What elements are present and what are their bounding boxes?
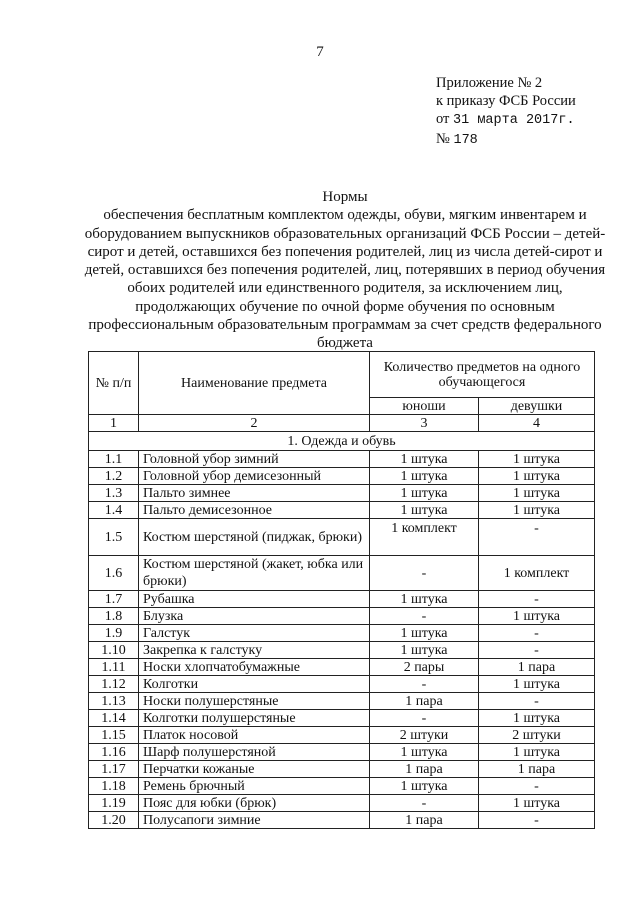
column-number: 3: [370, 415, 479, 432]
item-name: Костюм шерстяной (жакет, юбка или брюки): [139, 556, 370, 591]
item-name: Платок носовой: [139, 727, 370, 744]
row-number: 1.14: [89, 710, 139, 727]
girls-quantity: 2 штуки: [479, 727, 595, 744]
item-name: Галстук: [139, 625, 370, 642]
row-number: 1.20: [89, 812, 139, 829]
row-number: 1.7: [89, 591, 139, 608]
title-body: обеспечения бесплатным комплектом одежды, обуви, мягким инвентарем и оборудованием выпускников образовательных организаций ФСБ России – детей-сирот и детей, оставшихся без попечения родителей, лиц из числа детей-сирот и детей, оставшихся без попечения родителей, лиц, потерявших в период обучения обоих родителей или единственного родителя, за исключением лиц, продолжающих обучение по очной форме обучения по основным профессиональным образовательным программам за счет средств федерального бюджета: [84, 207, 606, 352]
table-row: [89, 485, 595, 502]
table-row: [89, 591, 595, 608]
appendix-title: Приложение № 2: [436, 75, 543, 91]
boys-quantity: 1 штука: [370, 778, 479, 795]
boys-quantity: 1 пара: [370, 761, 479, 778]
item-name: Костюм шерстяной (пиджак, брюки): [139, 519, 370, 556]
girls-quantity: -: [479, 519, 595, 556]
row-number: 1.2: [89, 468, 139, 485]
table-row: [89, 778, 595, 795]
table-row: [89, 710, 595, 727]
girls-quantity: -: [479, 778, 595, 795]
item-name: Блузка: [139, 608, 370, 625]
header-qty: Количество предметов на одного обучающегося: [370, 352, 595, 398]
row-number: 1.17: [89, 761, 139, 778]
item-name: Головной убор демисезонный: [139, 468, 370, 485]
girls-quantity: -: [479, 642, 595, 659]
boys-quantity: 1 штука: [370, 625, 479, 642]
item-name: Колготки полушерстяные: [139, 710, 370, 727]
girls-quantity: 1 комплект: [479, 556, 595, 591]
girls-quantity: -: [479, 625, 595, 642]
appendix-order: к приказу ФСБ России: [436, 93, 576, 109]
header-num: № п/п: [89, 352, 139, 415]
row-number: 1.15: [89, 727, 139, 744]
row-number: 1.19: [89, 795, 139, 812]
item-name: Носки хлопчатобумажные: [139, 659, 370, 676]
appendix-block: [436, 74, 576, 150]
table-row: [89, 744, 595, 761]
boys-quantity: 1 пара: [370, 812, 479, 829]
boys-quantity: 1 штука: [370, 642, 479, 659]
page-number: 7: [316, 44, 324, 60]
girls-quantity: -: [479, 693, 595, 710]
table-row: [89, 468, 595, 485]
boys-quantity: -: [370, 676, 479, 693]
item-name: Рубашка: [139, 591, 370, 608]
header-name: Наименование предмета: [139, 352, 370, 415]
girls-quantity: 1 штука: [479, 451, 595, 468]
girls-quantity: 1 штука: [479, 710, 595, 727]
row-number: 1.13: [89, 693, 139, 710]
girls-quantity: 1 штука: [479, 676, 595, 693]
item-name: Закрепка к галстуку: [139, 642, 370, 659]
table-row: [89, 556, 595, 591]
column-number: 4: [479, 415, 595, 432]
boys-quantity: 1 штука: [370, 451, 479, 468]
boys-quantity: 2 штуки: [370, 727, 479, 744]
item-name: Ремень брючный: [139, 778, 370, 795]
item-name: Шарф полушерстяной: [139, 744, 370, 761]
column-number-row: [89, 415, 595, 432]
row-number: 1.5: [89, 519, 139, 556]
appendix-date-line: [436, 110, 576, 130]
boys-quantity: -: [370, 710, 479, 727]
boys-quantity: 2 пары: [370, 659, 479, 676]
girls-quantity: 1 штука: [479, 608, 595, 625]
column-number: 2: [139, 415, 370, 432]
item-name: Пояс для юбки (брюк): [139, 795, 370, 812]
document-title: [80, 188, 610, 353]
table-row: [89, 519, 595, 556]
table-header-row: [89, 352, 595, 398]
item-name: Полусапоги зимние: [139, 812, 370, 829]
girls-quantity: 1 штука: [479, 468, 595, 485]
table-row: [89, 761, 595, 778]
header-girls: девушки: [479, 398, 595, 415]
girls-quantity: 1 штука: [479, 485, 595, 502]
boys-quantity: 1 пара: [370, 693, 479, 710]
table-row: [89, 727, 595, 744]
row-number: 1.3: [89, 485, 139, 502]
appendix-date-prefix: от: [436, 111, 450, 127]
section-title: 1. Одежда и обувь: [89, 432, 595, 451]
table-row: [89, 625, 595, 642]
boys-quantity: -: [370, 795, 479, 812]
table-row: [89, 693, 595, 710]
appendix-number-line: [436, 130, 576, 150]
boys-quantity: -: [370, 608, 479, 625]
appendix-date: 31 марта 2017г.: [453, 113, 575, 128]
boys-quantity: 1 штука: [370, 485, 479, 502]
table-row: [89, 676, 595, 693]
table-row: [89, 812, 595, 829]
row-number: 1.1: [89, 451, 139, 468]
item-name: Пальто зимнее: [139, 485, 370, 502]
girls-quantity: 1 штука: [479, 502, 595, 519]
boys-quantity: 1 штука: [370, 744, 479, 761]
column-number: 1: [89, 415, 139, 432]
boys-quantity: 1 штука: [370, 502, 479, 519]
appendix-number-prefix: №: [436, 131, 450, 147]
boys-quantity: 1 штука: [370, 591, 479, 608]
row-number: 1.10: [89, 642, 139, 659]
boys-quantity: 1 комплект: [370, 519, 479, 556]
row-number: 1.4: [89, 502, 139, 519]
item-name: Перчатки кожаные: [139, 761, 370, 778]
table-row: [89, 608, 595, 625]
row-number: 1.11: [89, 659, 139, 676]
row-number: 1.12: [89, 676, 139, 693]
section-row: [89, 432, 595, 451]
row-number: 1.18: [89, 778, 139, 795]
norms-table: [88, 351, 595, 829]
row-number: 1.9: [89, 625, 139, 642]
girls-quantity: 1 пара: [479, 761, 595, 778]
table-row: [89, 502, 595, 519]
table-row: [89, 795, 595, 812]
table-row: [89, 659, 595, 676]
item-name: Головной убор зимний: [139, 451, 370, 468]
row-number: 1.6: [89, 556, 139, 591]
girls-quantity: 1 пара: [479, 659, 595, 676]
girls-quantity: -: [479, 591, 595, 608]
appendix-number: 178: [453, 133, 478, 148]
table-row: [89, 642, 595, 659]
row-number: 1.8: [89, 608, 139, 625]
boys-quantity: -: [370, 556, 479, 591]
row-number: 1.16: [89, 744, 139, 761]
item-name: Пальто демисезонное: [139, 502, 370, 519]
girls-quantity: -: [479, 812, 595, 829]
item-name: Колготки: [139, 676, 370, 693]
girls-quantity: 1 штука: [479, 795, 595, 812]
table-row: [89, 451, 595, 468]
girls-quantity: 1 штука: [479, 744, 595, 761]
item-name: Носки полушерстяные: [139, 693, 370, 710]
boys-quantity: 1 штука: [370, 468, 479, 485]
header-boys: юноши: [370, 398, 479, 415]
title-heading: Нормы: [322, 189, 368, 205]
